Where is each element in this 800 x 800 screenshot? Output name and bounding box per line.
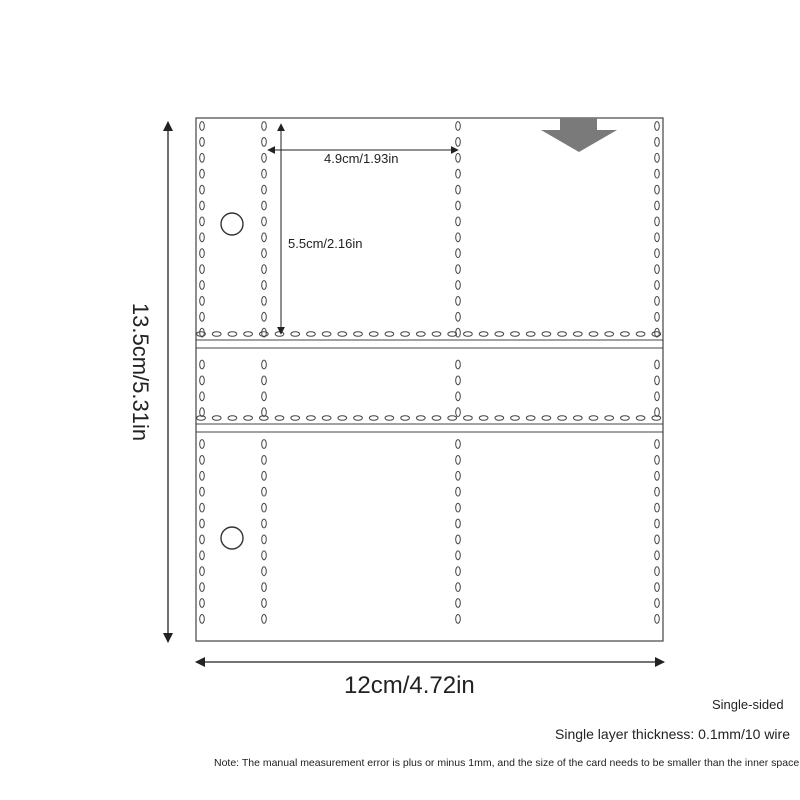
stitch-mark — [605, 332, 614, 337]
stitch-mark — [589, 332, 598, 337]
stitch-mark — [589, 416, 598, 421]
stitch-mark — [456, 201, 461, 210]
stitch-mark — [655, 122, 660, 131]
stitch-mark — [432, 416, 441, 421]
stitch-mark — [456, 551, 461, 560]
stitch-mark — [262, 487, 267, 496]
stitch-mark — [526, 332, 535, 337]
stitch-mark — [448, 416, 457, 421]
stitch-mark — [262, 233, 267, 242]
stitch-mark — [655, 583, 660, 592]
stitch-mark — [354, 332, 363, 337]
stitch-mark — [456, 281, 461, 290]
stitch-mark — [655, 138, 660, 147]
stitch-mark — [262, 217, 267, 226]
stitch-mark — [542, 416, 551, 421]
stitch-mark — [262, 312, 267, 321]
sheet-width-label: 12cm/4.72in — [344, 672, 475, 699]
stitch-mark — [655, 503, 660, 512]
stitch-mark — [200, 376, 205, 385]
stitch-mark — [262, 503, 267, 512]
stitch-mark — [456, 440, 461, 449]
stitch-mark — [262, 440, 267, 449]
stitch-mark — [200, 519, 205, 528]
stitch-mark — [322, 416, 331, 421]
stitch-mark — [456, 535, 461, 544]
stitch-mark — [385, 332, 394, 337]
stitch-mark — [200, 615, 205, 624]
stitch-mark — [655, 169, 660, 178]
down-arrow-icon — [541, 118, 617, 152]
stitch-mark — [244, 332, 253, 337]
stitch-mark — [456, 265, 461, 274]
stitch-mark — [200, 456, 205, 465]
stitch-mark — [636, 416, 645, 421]
stitch-mark — [495, 332, 504, 337]
stitch-mark — [338, 332, 347, 337]
stitch-mark — [456, 122, 461, 131]
stitch-mark — [200, 471, 205, 480]
stitch-mark — [526, 416, 535, 421]
stitch-mark — [655, 456, 660, 465]
stitch-mark — [573, 416, 582, 421]
stitch-mark — [456, 487, 461, 496]
stitch-mark — [432, 332, 441, 337]
stitch-mark — [655, 249, 660, 258]
stitch-mark — [200, 567, 205, 576]
stitch-mark — [200, 535, 205, 544]
stitch-mark — [200, 138, 205, 147]
stitch-mark — [200, 583, 205, 592]
stitch-mark — [262, 185, 267, 194]
stitch-mark — [262, 249, 267, 258]
stitch-mark — [262, 392, 267, 401]
stitch-mark — [456, 217, 461, 226]
stitch-mark — [275, 332, 284, 337]
stitch-mark — [511, 416, 520, 421]
stitch-mark — [369, 332, 378, 337]
binder-hole-bottom — [221, 527, 243, 549]
stitch-mark — [307, 332, 316, 337]
stitch-mark — [456, 169, 461, 178]
stitch-mark — [655, 201, 660, 210]
stitch-mark — [456, 567, 461, 576]
stitch-mark — [338, 416, 347, 421]
stitch-mark — [655, 392, 660, 401]
stitch-mark — [511, 332, 520, 337]
stitch-mark — [385, 416, 394, 421]
stitch-mark — [573, 332, 582, 337]
stitch-mark — [262, 376, 267, 385]
stitch-mark — [307, 416, 316, 421]
stitch-mark — [262, 567, 267, 576]
vertical-stitch-rows — [200, 122, 660, 624]
stitch-mark — [200, 249, 205, 258]
stitch-mark — [200, 201, 205, 210]
stitch-mark — [212, 332, 221, 337]
stitch-mark — [262, 583, 267, 592]
stitch-mark — [655, 440, 660, 449]
stitch-mark — [456, 408, 461, 417]
stitch-mark — [200, 551, 205, 560]
stitch-mark — [636, 332, 645, 337]
stitch-mark — [655, 535, 660, 544]
stitch-mark — [262, 535, 267, 544]
stitch-mark — [456, 503, 461, 512]
stitch-mark — [262, 201, 267, 210]
thickness-note: Single layer thickness: 0.1mm/10 wire — [555, 726, 790, 742]
stitch-mark — [322, 332, 331, 337]
stitch-mark — [291, 332, 300, 337]
stitch-mark — [262, 456, 267, 465]
stitch-mark — [200, 265, 205, 274]
sided-note: Single-sided — [712, 697, 784, 712]
stitch-mark — [401, 332, 410, 337]
stitch-mark — [244, 416, 253, 421]
stitch-mark — [200, 233, 205, 242]
stitch-mark — [621, 416, 630, 421]
stitch-mark — [369, 416, 378, 421]
stitch-mark — [200, 487, 205, 496]
stitch-mark — [456, 312, 461, 321]
stitch-mark — [456, 599, 461, 608]
stitch-mark — [212, 416, 221, 421]
stitch-mark — [655, 519, 660, 528]
stitch-mark — [275, 416, 284, 421]
stitch-mark — [456, 615, 461, 624]
stitch-mark — [464, 416, 473, 421]
stitch-mark — [262, 122, 267, 131]
stitch-mark — [262, 153, 267, 162]
stitch-mark — [655, 567, 660, 576]
stitch-mark — [262, 138, 267, 147]
stitch-mark — [655, 360, 660, 369]
stitch-mark — [456, 360, 461, 369]
stitch-mark — [495, 416, 504, 421]
stitch-mark — [655, 281, 660, 290]
stitch-mark — [558, 332, 567, 337]
stitch-mark — [200, 281, 205, 290]
stitch-mark — [456, 297, 461, 306]
sheet-height-label: 13.5cm/5.31in — [128, 302, 153, 442]
stitch-mark — [655, 185, 660, 194]
stitch-mark — [354, 416, 363, 421]
stitch-mark — [456, 249, 461, 258]
stitch-mark — [200, 440, 205, 449]
stitch-mark — [200, 392, 205, 401]
stitch-mark — [655, 153, 660, 162]
stitch-mark — [621, 332, 630, 337]
stitch-mark — [655, 217, 660, 226]
stitch-mark — [479, 332, 488, 337]
horizontal-stitch-rows — [197, 332, 661, 421]
stitch-mark — [291, 416, 300, 421]
stitch-mark — [262, 281, 267, 290]
stitch-mark — [456, 392, 461, 401]
stitch-mark — [416, 332, 425, 337]
stitch-mark — [655, 615, 660, 624]
stitch-mark — [655, 265, 660, 274]
pocket-height-label: 5.5cm/2.16in — [288, 236, 363, 251]
stitch-mark — [262, 519, 267, 528]
stitch-mark — [479, 416, 488, 421]
stitch-mark — [262, 265, 267, 274]
stitch-mark — [262, 599, 267, 608]
stitch-mark — [655, 599, 660, 608]
stitch-mark — [542, 332, 551, 337]
stitch-mark — [200, 360, 205, 369]
stitch-mark — [200, 297, 205, 306]
stitch-mark — [200, 599, 205, 608]
stitch-mark — [200, 217, 205, 226]
stitch-mark — [228, 332, 237, 337]
stitch-mark — [200, 503, 205, 512]
stitch-mark — [262, 297, 267, 306]
stitch-mark — [456, 583, 461, 592]
stitch-mark — [456, 376, 461, 385]
stitch-mark — [655, 471, 660, 480]
stitch-mark — [605, 416, 614, 421]
stitch-mark — [416, 416, 425, 421]
stitch-mark — [228, 416, 237, 421]
stitch-mark — [262, 169, 267, 178]
stitch-mark — [456, 185, 461, 194]
stitch-mark — [655, 376, 660, 385]
stitch-mark — [655, 233, 660, 242]
stitch-mark — [456, 138, 461, 147]
stitch-mark — [655, 297, 660, 306]
stitch-mark — [200, 122, 205, 131]
stitch-mark — [456, 456, 461, 465]
stitch-mark — [259, 332, 268, 337]
stitch-mark — [655, 551, 660, 560]
stitch-mark — [655, 312, 660, 321]
stitch-mark — [456, 471, 461, 480]
stitch-mark — [200, 185, 205, 194]
stitch-mark — [456, 153, 461, 162]
stitch-mark — [262, 360, 267, 369]
stitch-mark — [262, 471, 267, 480]
stitch-mark — [262, 615, 267, 624]
binder-hole-top — [221, 213, 243, 235]
stitch-mark — [456, 519, 461, 528]
disclaimer-note: Note: The manual measurement error is plus or minus 1mm, and the size of the card needs to be smaller than the inner space — [214, 757, 800, 769]
stitch-mark — [558, 416, 567, 421]
stitch-mark — [464, 332, 473, 337]
stitch-mark — [262, 551, 267, 560]
stitch-mark — [655, 487, 660, 496]
pocket-width-label: 4.9cm/1.93in — [324, 151, 399, 166]
stitch-mark — [456, 233, 461, 242]
stitch-mark — [200, 169, 205, 178]
stitch-mark — [401, 416, 410, 421]
stitch-mark — [200, 153, 205, 162]
stitch-mark — [200, 312, 205, 321]
